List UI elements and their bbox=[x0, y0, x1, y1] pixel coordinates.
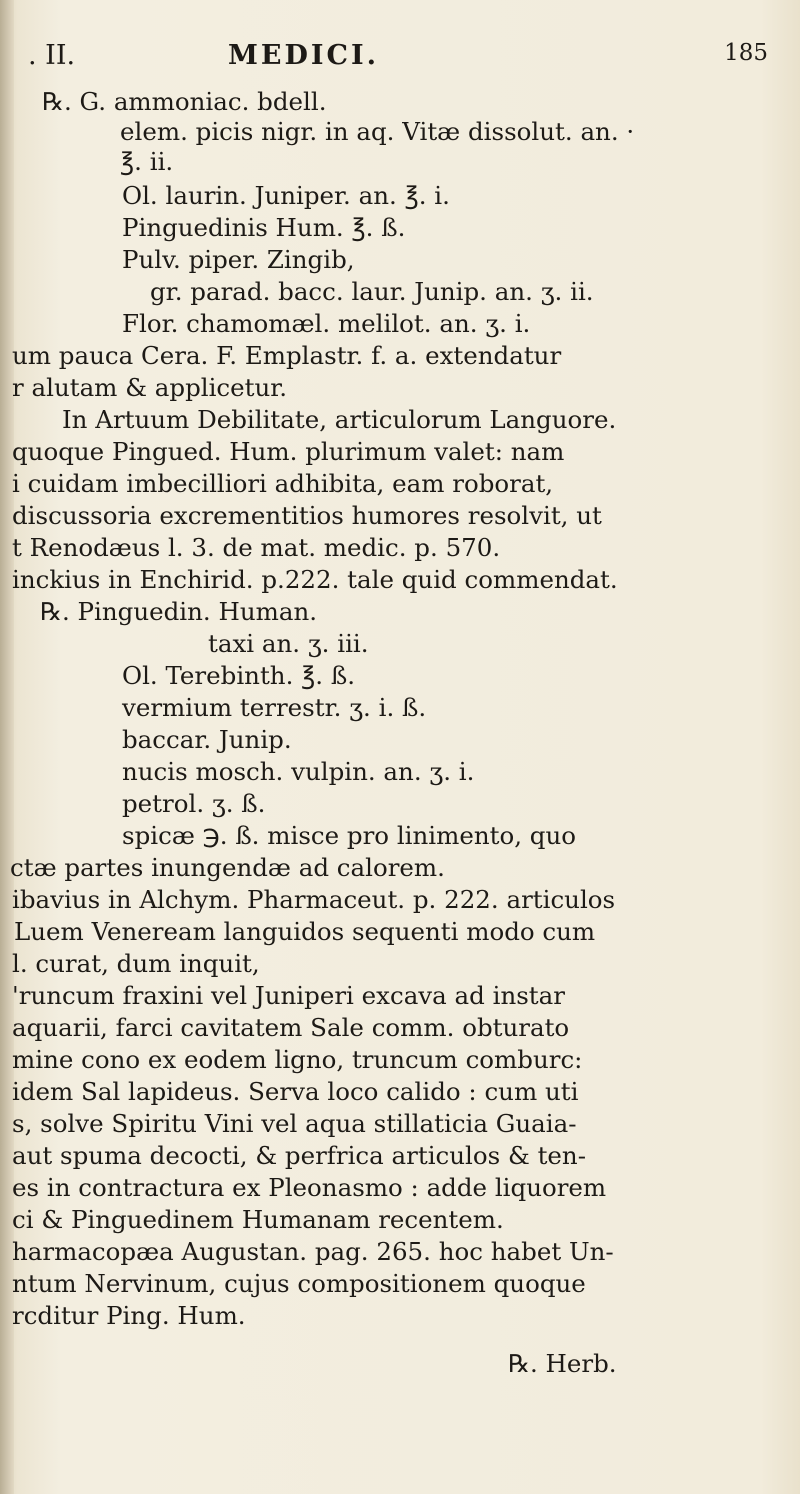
text-line: petrol. ʒ. ß. bbox=[122, 789, 266, 818]
text-line: quoque Pingued. Hum. plurimum valet: nam bbox=[12, 437, 565, 466]
text-line: um pauca Cera. F. Emplastr. f. a. extendatur bbox=[12, 341, 562, 370]
text-line: nucis mosch. vulpin. an. ʒ. i. bbox=[122, 757, 475, 786]
text-line: ctæ partes inungendæ ad calorem. bbox=[10, 853, 445, 882]
text-line: spicæ ℈. ß. misce pro linimento, quo bbox=[122, 821, 577, 850]
text-line: ci & Pinguedinem Humanam recentem. bbox=[12, 1205, 504, 1234]
text-line: harmacopæa Augustan. pag. 265. hoc habet Un- bbox=[12, 1237, 614, 1266]
text-line: mine cono ex eodem ligno, truncum comburc: bbox=[12, 1045, 583, 1074]
text-line: idem Sal lapideus. Serva loco calido : cum uti bbox=[12, 1077, 579, 1106]
text-line: Luem Veneream languidos sequenti modo cum bbox=[14, 917, 596, 946]
text-line: Ol. laurin. Juniper. an. ℥. i. bbox=[122, 181, 450, 210]
text-line: es in contractura ex Pleonasmo : adde liquorem bbox=[12, 1173, 607, 1202]
text-line: Ol. Terebinth. ℥. ß. bbox=[122, 661, 356, 690]
text-line: i cuidam imbecilliori adhibita, eam roborat, bbox=[12, 469, 554, 498]
header-title: MEDICI. bbox=[228, 40, 380, 71]
text-line: l. curat, dum inquit, bbox=[12, 949, 260, 978]
text-line: Flor. chamomæl. melilot. an. ʒ. i. bbox=[122, 309, 531, 338]
text-line: 'runcum fraxini vel Juniperi excava ad instar bbox=[12, 981, 565, 1010]
text-line: Pinguedinis Hum. ℥. ß. bbox=[122, 213, 406, 242]
text-line: inckius in Enchirid. p.222. tale quid commendat. bbox=[12, 565, 618, 594]
text-line: rcditur Ping. Hum. bbox=[12, 1301, 246, 1330]
text-line: ℞. Herb. bbox=[508, 1349, 617, 1378]
page-number: 185 bbox=[724, 40, 768, 66]
text-line: aquarii, farci cavitatem Sale comm. obturato bbox=[12, 1013, 570, 1042]
text-line: vermium terrestr. ʒ. i. ß. bbox=[122, 693, 427, 722]
text-line: elem. picis nigr. in aq. Vitæ dissolut. an. · bbox=[120, 117, 635, 146]
text-line: t Renodæus l. 3. de mat. medic. p. 570. bbox=[12, 533, 501, 562]
text-line: ibavius in Alchym. Pharmaceut. p. 222. articulos bbox=[12, 885, 616, 914]
text-line: s, solve Spiritu Vini vel aqua stillaticia Guaia- bbox=[12, 1109, 577, 1138]
text-line: In Artuum Debilitate, articulorum Languore. bbox=[62, 405, 617, 434]
text-line: discussoria excrementitios humores resolvit, ut bbox=[12, 501, 602, 530]
text-line: Pulv. piper. Zingib, bbox=[122, 245, 355, 274]
text-line: r alutam & applicetur. bbox=[12, 373, 288, 402]
text-line: gr. parad. bacc. laur. Junip. an. ʒ. ii. bbox=[150, 277, 594, 306]
header-chapter: . II. bbox=[28, 40, 76, 71]
text-line: ℞. Pinguedin. Human. bbox=[40, 597, 318, 626]
text-line: ℞. G. ammoniac. bdell. bbox=[42, 87, 327, 116]
text-line: ℥. ii. bbox=[120, 147, 174, 176]
text-line: ntum Nervinum, cujus compositionem quoque bbox=[12, 1269, 586, 1298]
running-header bbox=[28, 40, 768, 80]
text-line: aut spuma decocti, & perfrica articulos & ten- bbox=[12, 1141, 586, 1170]
text-line: baccar. Junip. bbox=[122, 725, 292, 754]
text-line: taxi an. ʒ. iii. bbox=[208, 629, 369, 658]
